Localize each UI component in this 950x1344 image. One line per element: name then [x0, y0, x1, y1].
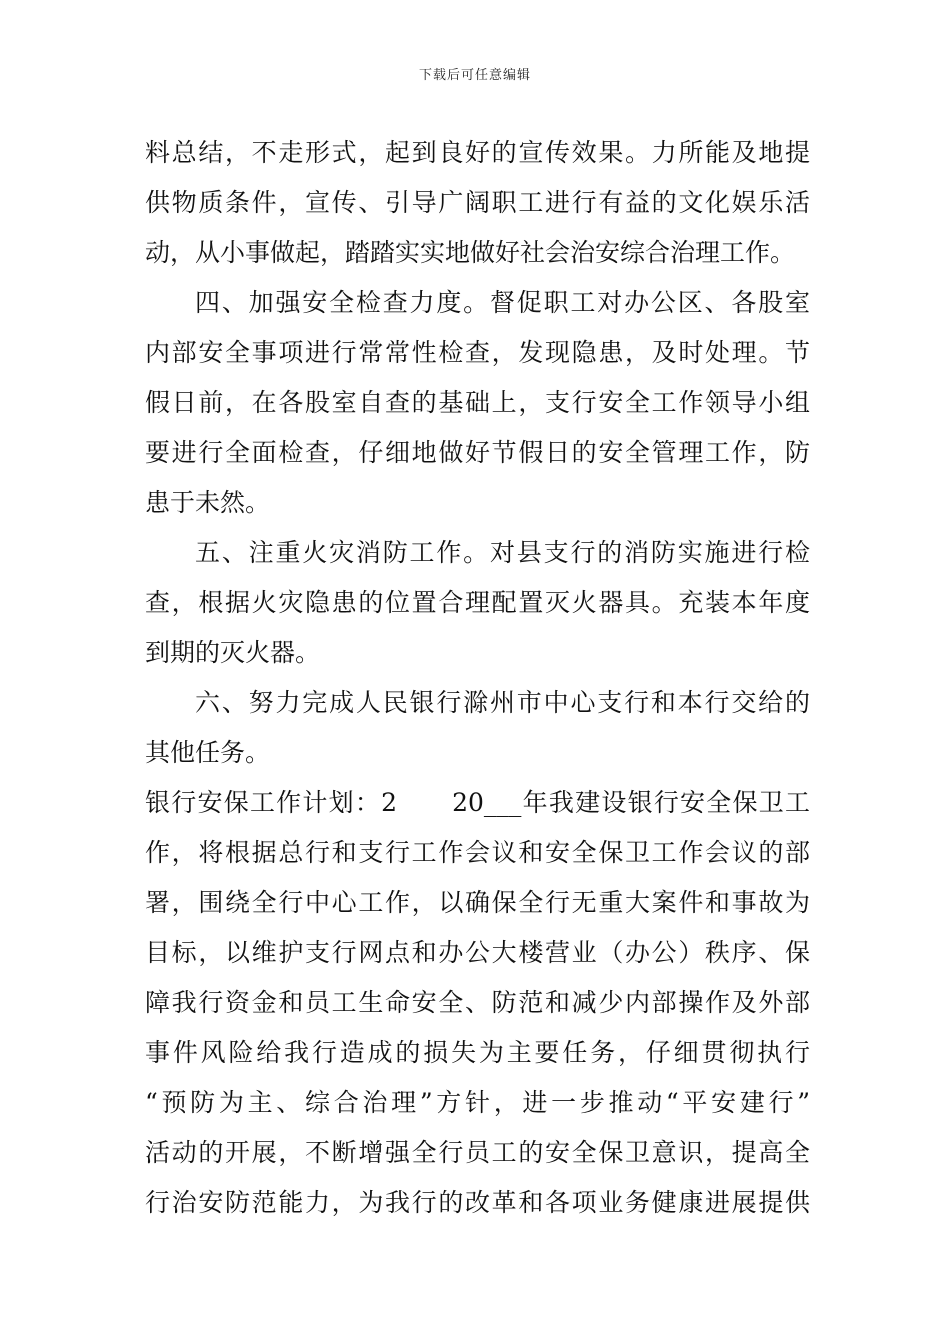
page-header: 下载后可任意编辑	[418, 68, 531, 83]
text-line: “预防为主、综合治理”方针，进一步推动“平安建行”	[145, 1088, 810, 1117]
text-line: 其他任务。	[145, 738, 271, 767]
text-line: 署，围绕全行中心工作，以确保全行无重大案件和事故为	[145, 888, 810, 917]
text-line: 四、加强安全检查力度。督促职工对办公区、各股室	[195, 288, 810, 317]
text-line: 到期的灭火器。	[145, 638, 321, 667]
text-line: 要进行全面检查，仔细地做好节假日的安全管理工作，防	[145, 438, 810, 467]
text-line: 供物质条件，宣传、引导广阔职工进行有益的文化娱乐活	[145, 188, 810, 217]
text-line: 料总结，不走形式，起到良好的宣传效果。力所能及地提	[145, 138, 810, 167]
text-line: 六、努力完成人民银行滁州市中心支行和本行交给的	[195, 688, 810, 717]
text-line: 银行安保工作计划：2 20___年我建设银行安全保卫工	[145, 788, 810, 817]
text-line: 活动的开展，不断增强全行员工的安全保卫意识，提高全	[145, 1138, 810, 1167]
document-body	[145, 128, 810, 1228]
text-line: 事件风险给我行造成的损失为主要任务，仔细贯彻执行	[145, 1038, 810, 1067]
text-line: 行治安防范能力，为我行的改革和各项业务健康进展提供	[145, 1188, 810, 1217]
text-line: 五、注重火灾消防工作。对县支行的消防实施进行检	[195, 538, 810, 567]
text-line: 患于未然。	[145, 488, 271, 517]
text-line: 动，从小事做起，踏踏实实地做好社会治安综合治理工作。	[145, 238, 796, 267]
text-line: 查，根据火灾隐患的位置合理配置灭火器具。充装本年度	[145, 588, 810, 617]
text-line: 障我行资金和员工生命安全、防范和减少内部操作及外部	[145, 988, 810, 1017]
text-line: 假日前，在各股室自查的基础上，支行安全工作领导小组	[145, 388, 810, 417]
text-line: 目标，以维护支行网点和办公大楼营业（办公）秩序、保	[145, 938, 810, 967]
text-line: 内部安全事项进行常常性检查，发现隐患，及时处理。节	[145, 338, 810, 367]
text-line: 作，将根据总行和支行工作会议和安全保卫工作会议的部	[145, 838, 810, 867]
